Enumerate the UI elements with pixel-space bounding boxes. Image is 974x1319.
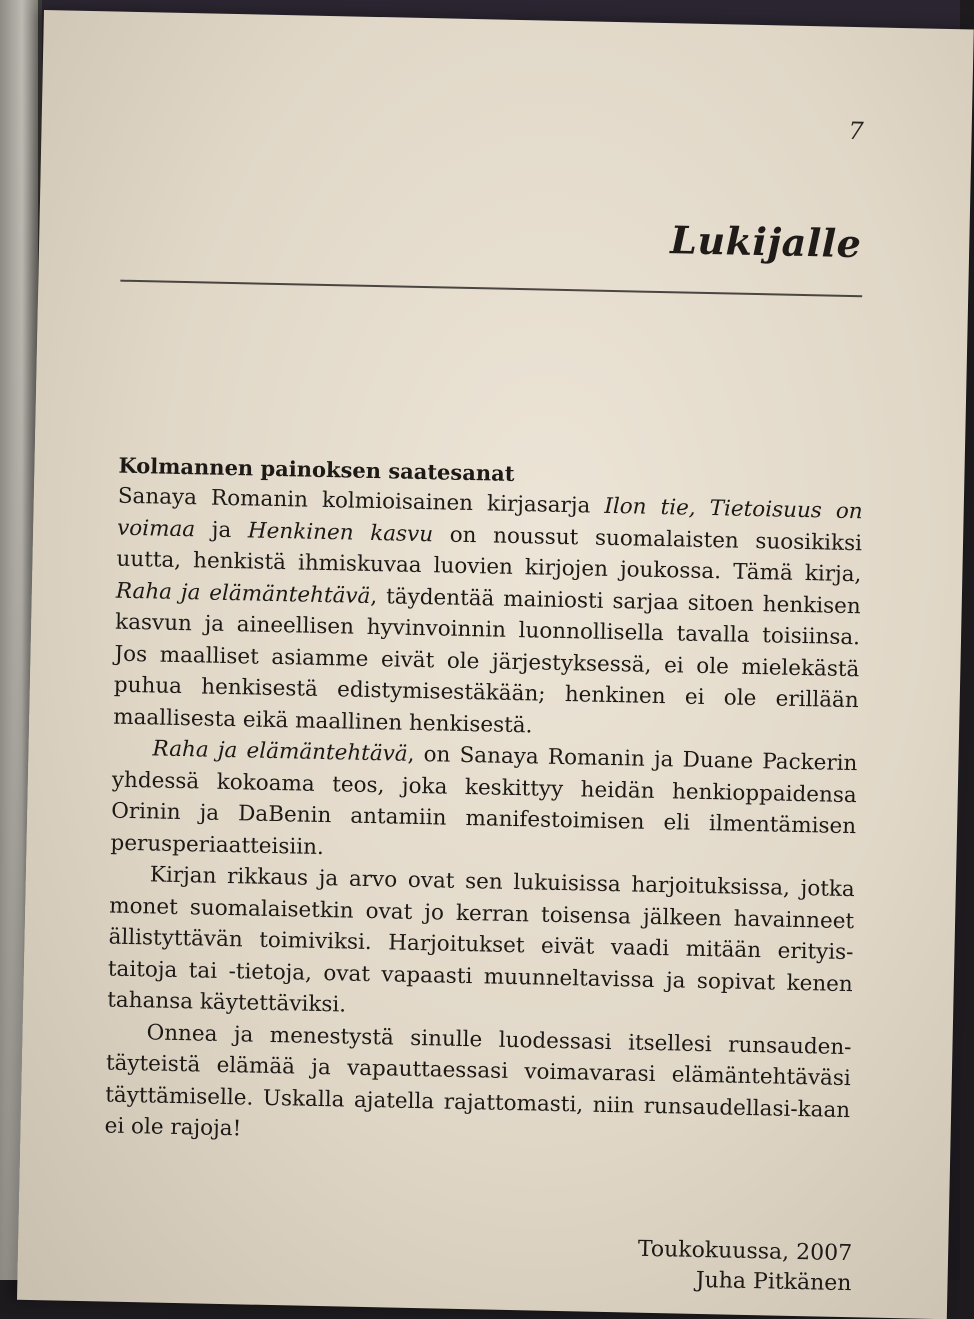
paragraph-1-text-a: Sanaya Romanin kolmioisainen kirjasarja <box>117 483 605 519</box>
chapter-title: Lukijalle <box>669 217 862 267</box>
paragraph-4: Onnea ja menestystä sinulle luodessasi itsellesi runsauden-täyteistä elämää ja vapauttaessasi voimavarasi elämäntehtäväsi täyttämiselle. Uskalla ajatella rajattomasti, niin runsaudellasi-kaan ei ole rajoja! <box>104 1019 852 1142</box>
page-number: 7 <box>848 116 864 146</box>
signature-date: Toukokuussa, 2007 <box>637 1236 853 1267</box>
book-title-henkinen-kasvu: Henkinen kasvu <box>247 517 434 547</box>
signature-author: Juha Pitkänen <box>695 1267 852 1297</box>
page-body <box>104 450 863 1158</box>
paragraph-3: Kirjan rikkaus ja arvo ovat sen lukuisissa harjoituksissa, jotka monet suomalaisetkin ovat jo kerran toisensa jälkeen havainneet ällistyttävän toimiviksi. Harjoitukset eivät vaadi mitään erityis-taitoja tai -tietoja, ovat vapaasti muunneltavissa ja sopivat kenen tahansa käytettäviksi. <box>107 862 856 1018</box>
paragraph-1-text-c: ja <box>194 516 249 543</box>
paragraph-1 <box>113 481 863 749</box>
book-page <box>17 10 974 1319</box>
paragraph-1-text-e: on noussut suomalaisten suosikiksi uutta, henkistä ihmiskuvaa luovien kirjojen joukossa. Tämä kirja, <box>116 521 863 588</box>
signature-block <box>637 1235 853 1299</box>
book-title-raha: Raha ja elämäntehtävä <box>115 578 371 609</box>
paragraph-1-text-g: , täydentää mainiosti sarjaa sitoen henkisen kasvun ja aineellisen hyvinvoinnin luonnollisella tavalla toisiinsa. Jos maalliset asiamme eivät ole järjestyksessä, ei ole mielekästä puhua henkisestä edistymisestäkään; henkinen ei ole erillään maallisesta eikä maallinen henkisestä. <box>112 583 861 738</box>
title-divider <box>120 280 862 298</box>
paragraph-2-text-b: , on Sanaya Romanin ja Duane Packerin yhdessä kokoama teos, joka keskittyy heidän henkioppaidensa Orinin ja DaBenin antamiin manifestoimisen eli ilmentämisen perusperiaatteisiin. <box>110 741 858 860</box>
book-title-raha-2: Raha ja elämäntehtävä <box>152 736 408 767</box>
paragraph-2 <box>110 733 857 875</box>
section-heading: Kolmannen painoksen saatesanat <box>118 452 515 486</box>
book-title-series: Ilon tie, Tietoisuus on voimaa <box>116 493 863 542</box>
